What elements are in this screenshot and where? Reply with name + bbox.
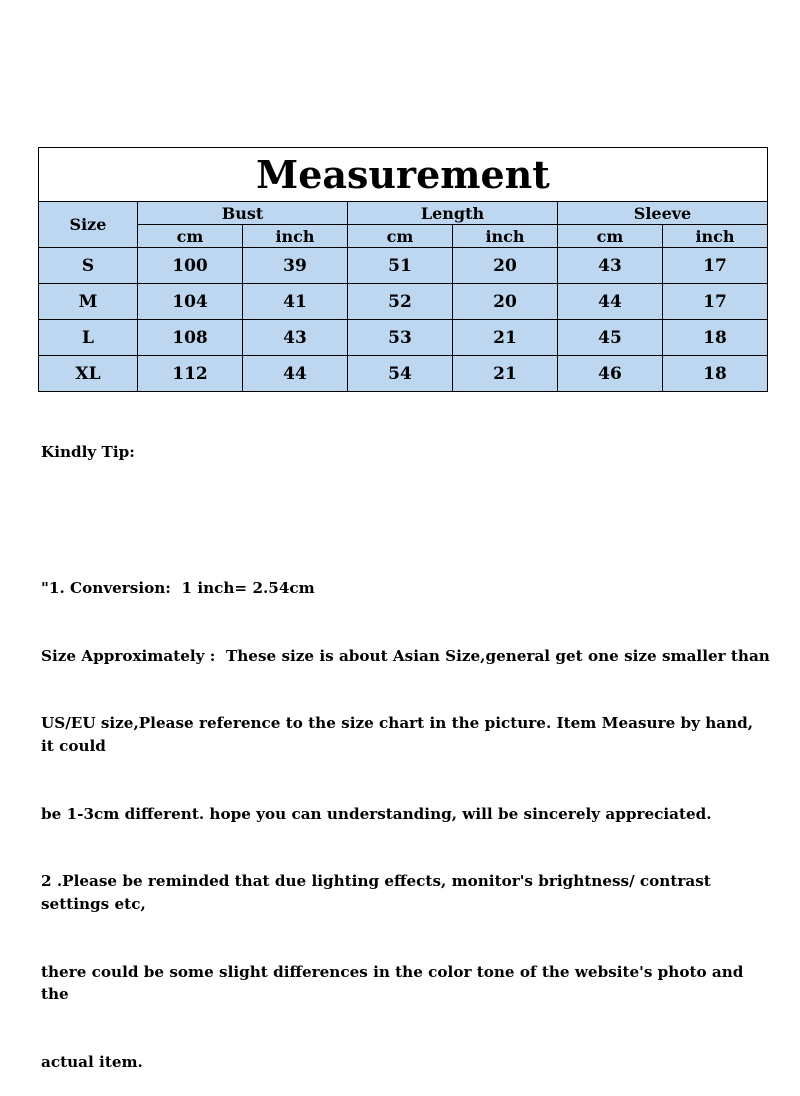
- tip-spacer: [41, 509, 771, 532]
- kindly-tip: [41, 396, 771, 1096]
- unit-header: cm: [138, 225, 243, 248]
- group-header-sleeve: Sleeve: [558, 202, 768, 225]
- value-cell: 46: [558, 356, 663, 392]
- size-table: [38, 147, 768, 392]
- value-cell: 43: [243, 320, 348, 356]
- value-cell: 41: [243, 284, 348, 320]
- tip-line: be 1-3cm different. hope you can understanding, will be sincerely appreciated.: [41, 804, 712, 823]
- value-cell: 39: [243, 248, 348, 284]
- value-cell: 18: [663, 320, 768, 356]
- value-cell: 54: [348, 356, 453, 392]
- value-cell: 20: [453, 284, 558, 320]
- value-cell: 18: [663, 356, 768, 392]
- value-cell: 17: [663, 284, 768, 320]
- unit-header: cm: [348, 225, 453, 248]
- value-cell: 20: [453, 248, 558, 284]
- size-column-header: Size: [39, 202, 138, 248]
- value-cell: 44: [243, 356, 348, 392]
- table-row: [39, 320, 768, 356]
- tip-line: actual item.: [41, 1053, 143, 1072]
- tip-heading: Kindly Tip:: [41, 443, 135, 462]
- tip-line: 2 .Please be reminded that due lighting effects, monitor's brightness/ contrast settings etc,: [41, 872, 717, 914]
- value-cell: 112: [138, 356, 243, 392]
- value-cell: 108: [138, 320, 243, 356]
- size-cell: L: [39, 320, 138, 356]
- value-cell: 53: [348, 320, 453, 356]
- size-chart: [38, 147, 767, 392]
- value-cell: 43: [558, 248, 663, 284]
- tip-line: Size Approximately : These size is about Asian Size,general get one size smaller than: [41, 646, 770, 665]
- tip-line: US/EU size,Please reference to the size chart in the picture. Item Measure by hand, it could: [41, 714, 759, 755]
- unit-header: cm: [558, 225, 663, 248]
- size-cell: S: [39, 248, 138, 284]
- size-cell: M: [39, 284, 138, 320]
- value-cell: 17: [663, 248, 768, 284]
- value-cell: 21: [453, 320, 558, 356]
- tip-line: "1. Conversion: 1 inch= 2.54cm: [41, 578, 315, 597]
- value-cell: 100: [138, 248, 243, 284]
- value-cell: 44: [558, 284, 663, 320]
- unit-header: inch: [453, 225, 558, 248]
- tip-line: there could be some slight differences in the color tone of the website's photo and the: [41, 962, 749, 1004]
- value-cell: 52: [348, 284, 453, 320]
- table-row: [39, 284, 768, 320]
- value-cell: 51: [348, 248, 453, 284]
- unit-header: inch: [243, 225, 348, 248]
- group-header-bust: Bust: [138, 202, 348, 225]
- value-cell: 104: [138, 284, 243, 320]
- group-header-length: Length: [348, 202, 558, 225]
- value-cell: 21: [453, 356, 558, 392]
- table-row: [39, 356, 768, 392]
- size-cell: XL: [39, 356, 138, 392]
- value-cell: 45: [558, 320, 663, 356]
- page-title: Measurement: [39, 148, 768, 202]
- unit-header: inch: [663, 225, 768, 248]
- table-row: [39, 248, 768, 284]
